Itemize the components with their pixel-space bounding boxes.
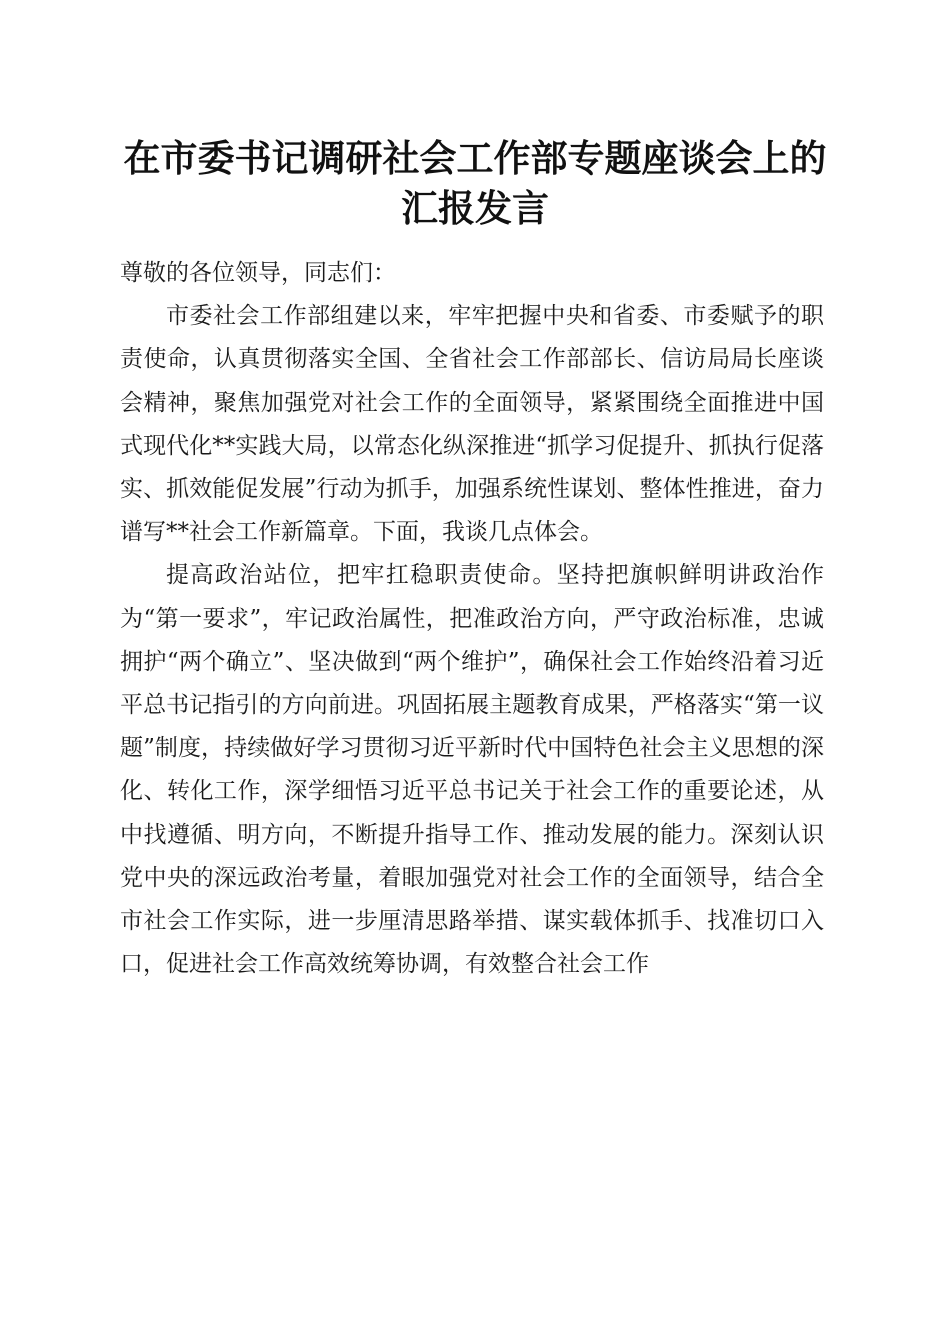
salutation: 尊敬的各位领导，同志们： (120, 260, 396, 286)
paragraph: 提高政治站位，把牢扛稳职责使命。坚持把旗帜鲜明讲政治作为“第一要求”，牢记政治属性，把准政治方向，严守政治标准，忠诚拥护“两个确立”、坚决做到“两个维护”，确保社会工作始终沿着习近平总书记指引的方向前进。巩固拓展主题教育成果，严格落实“第一议题”制度，持续做好学习贯彻习近平新时代中国特色社会主义思想的深化、转化工作，深学细悟习近平总书记关于社会工作的重要论述，从中找遵循、明方向，不断提升指导工作、推动发展的能力。深刻认识党中央的深远政治考量，着眼加强党对社会工作的全面领导，结合全市社会工作实际，进一步厘清思路举措、谋实载体抓手、找准切口入口，促进社会工作高效统筹协调，有效整合社会工作 (120, 562, 824, 978)
document-title: 在市委书记调研社会工作部专题座谈会上的汇报发言 (123, 136, 827, 230)
paragraph: 市委社会工作部组建以来，牢牢把握中央和省委、市委赋予的职责使命，认真贯彻落实全国、全省社会工作部部长、信访局局长座谈会精神，聚焦加强党对社会工作的全面领导，紧紧围绕全面推进中国式现代化**实践大局，以常态化纵深推进“抓学习促提升、抓执行促落实、抓效能促发展”行动为抓手，加强系统性谋划、整体性推进，奋力谱写**社会工作新篇章。下面，我谈几点体会。 (120, 303, 824, 546)
document-body (120, 252, 824, 986)
